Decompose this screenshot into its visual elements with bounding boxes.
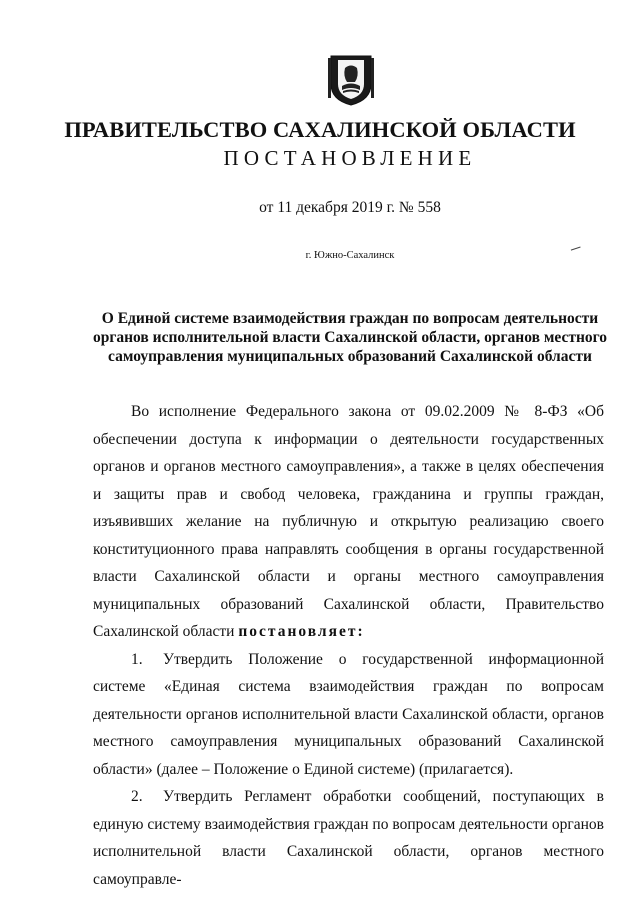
decree-word: постановляет: — [238, 623, 365, 640]
city-name: г. Южно-Сахалинск — [305, 250, 395, 261]
date-and-number: от 11 декабря 2019 г. № 558 — [259, 199, 441, 216]
preamble-text: Во исполнение Федерального закона от 09.02.2009 № 8-ФЗ «Об обеспечении доступа к информации о деятельности государственных органов и органов местного самоуправления», а также в целях обеспечения и защиты прав и свобод человека, гражданина и группы граждан, изъявивших желание на публичную и открытую реализацию своего конституционного права направлять сообщения в органы государственной власти Сахалинской области и органы местного самоуправления муниципальных образований Сахалинской области, Правительство Сахалинской области — [93, 403, 604, 640]
item-1 — [93, 646, 604, 784]
document-title: О Единой системе взаимодействия граждан по вопросам деятельности органов исполнительной власти Сахалинской области, органов местного самоуправления муниципальных образований Сахалинской области — [92, 310, 608, 365]
item-number: 2. — [131, 788, 143, 805]
item-number: 1. — [131, 650, 143, 668]
item-2 — [93, 783, 604, 893]
document-type: ПОСТАНОВЛЕНИЕ — [223, 146, 477, 170]
item-text: Утвердить Регламент обработки сообщений, поступающих в единую систему взаимодействия граждан по вопросам деятельности органов исполнительной власти Сахалинской области, органов местного самоуправле- — [93, 788, 604, 888]
item-text: Утвердить Положение о государственной информационной системе «Единая система взаимодействия граждан по вопросам деятельности органов исполнительной власти Сахалинской области, органов местного самоуправления муниципальных образований Сахалинской области» (далее – Положение о Единой системе) (прилагается). — [93, 650, 604, 778]
government-name: ПРАВИТЕЛЬСТВО САХАЛИНСКОЙ ОБЛАСТИ — [64, 117, 576, 142]
document-body — [93, 398, 604, 893]
sakhalin-coat-of-arms-icon — [328, 50, 374, 106]
preamble-paragraph — [93, 398, 604, 646]
